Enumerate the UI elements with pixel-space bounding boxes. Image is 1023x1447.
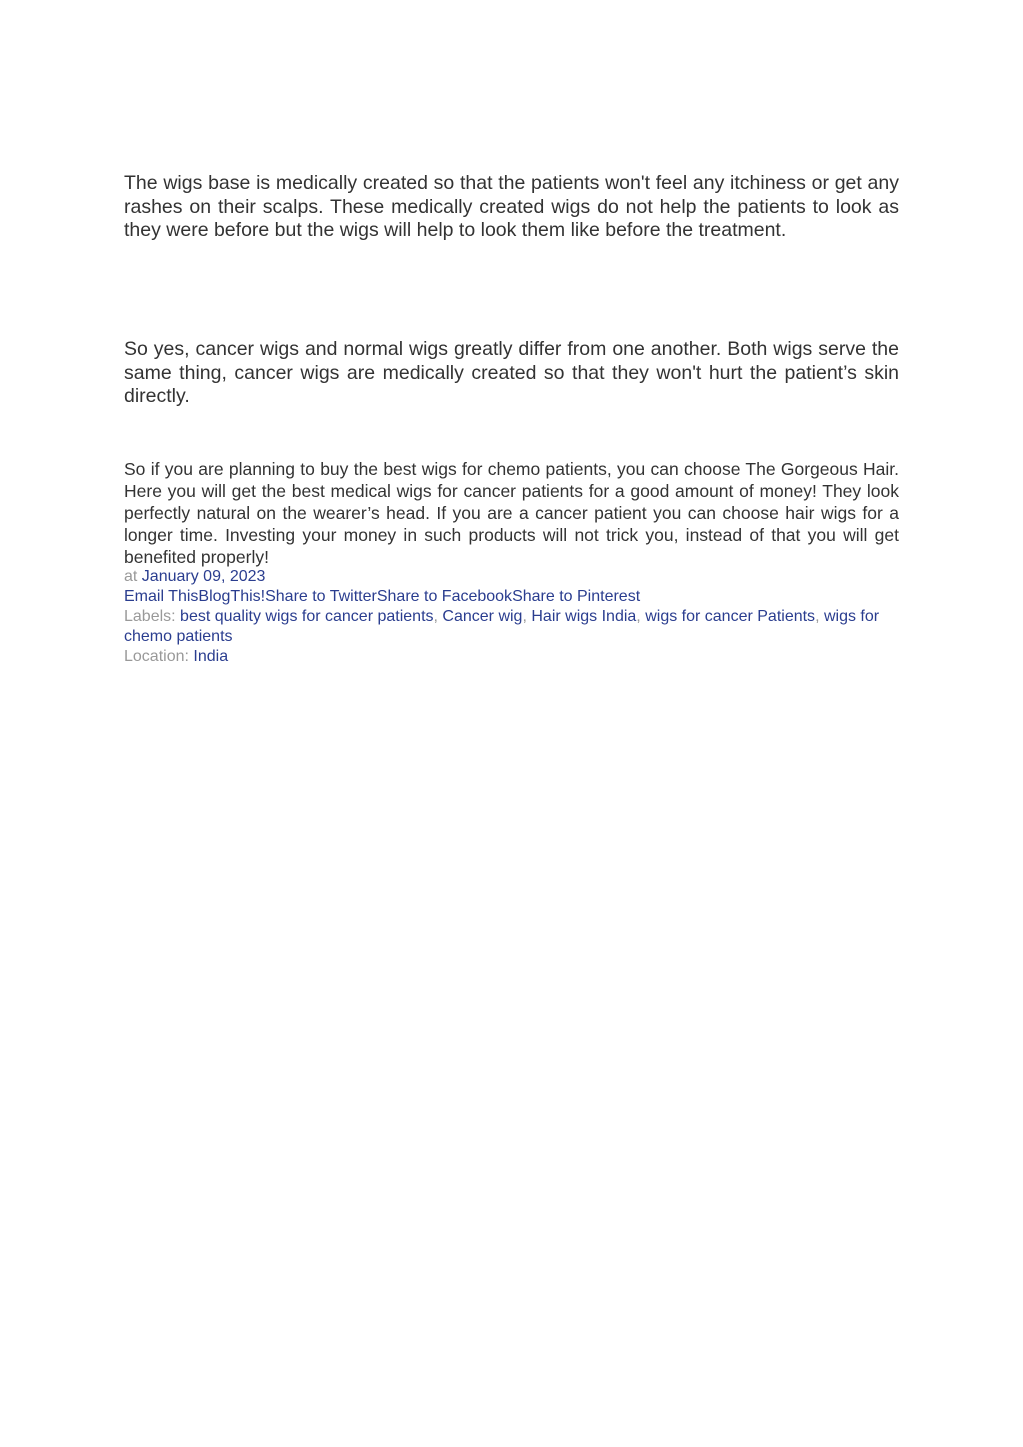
label-separator: ,: [815, 608, 820, 625]
label-link[interactable]: best quality wigs for cancer patients: [180, 608, 434, 625]
share-facebook-button[interactable]: Share to Facebook: [376, 588, 513, 605]
email-this-button[interactable]: Email This: [124, 588, 199, 605]
post-paragraph-3: So if you are planning to buy the best wigs for chemo patients, you can choose The Gorgeous Hair. Here you will get the best medical wigs for cancer patients for a good amount of money! They look perfectly natural on the wearer’s head. If you are a cancer patient you can choose hair wigs for a longer time. Investing your money in such products will not trick you, instead of that you will get benefited properly!: [124, 459, 899, 567]
label-separator: ,: [522, 608, 527, 625]
label-link[interactable]: wigs for cancer Patients: [645, 608, 816, 625]
location-prefix: Location:: [124, 648, 189, 665]
label-link[interactable]: wigs for chemo patients: [124, 608, 880, 645]
share-twitter-button[interactable]: Share to Twitter: [265, 588, 377, 605]
label-separator: ,: [433, 608, 438, 625]
label-separator: ,: [636, 608, 641, 625]
post-footer: [124, 567, 899, 667]
share-buttons: [124, 587, 899, 607]
label-link[interactable]: Cancer wig: [442, 608, 523, 625]
label-link[interactable]: Hair wigs India: [531, 608, 637, 625]
share-pinterest-button[interactable]: Share to Pinterest: [512, 588, 641, 605]
post-paragraph-1: The wigs base is medically created so that the patients won't feel any itchiness or get any rashes on their scalps. These medically created wigs do not help the patients to look as they were before but the wigs will help to look them like before the treatment.: [124, 172, 899, 241]
post-timestamp-line: [124, 567, 899, 587]
timestamp-prefix: at: [124, 568, 138, 585]
labels-prefix: Labels:: [124, 608, 176, 625]
post-paragraph-2: So yes, cancer wigs and normal wigs greatly differ from one another. Both wigs serve the same thing, cancer wigs are medically created so that they won't hurt the patient’s skin directly.: [124, 338, 899, 407]
location-link[interactable]: India: [193, 648, 229, 665]
post-location: [124, 647, 899, 667]
post-date-link[interactable]: January 09, 2023: [141, 568, 266, 585]
blogthis-button[interactable]: BlogThis!: [198, 588, 266, 605]
post-labels: [124, 607, 899, 647]
